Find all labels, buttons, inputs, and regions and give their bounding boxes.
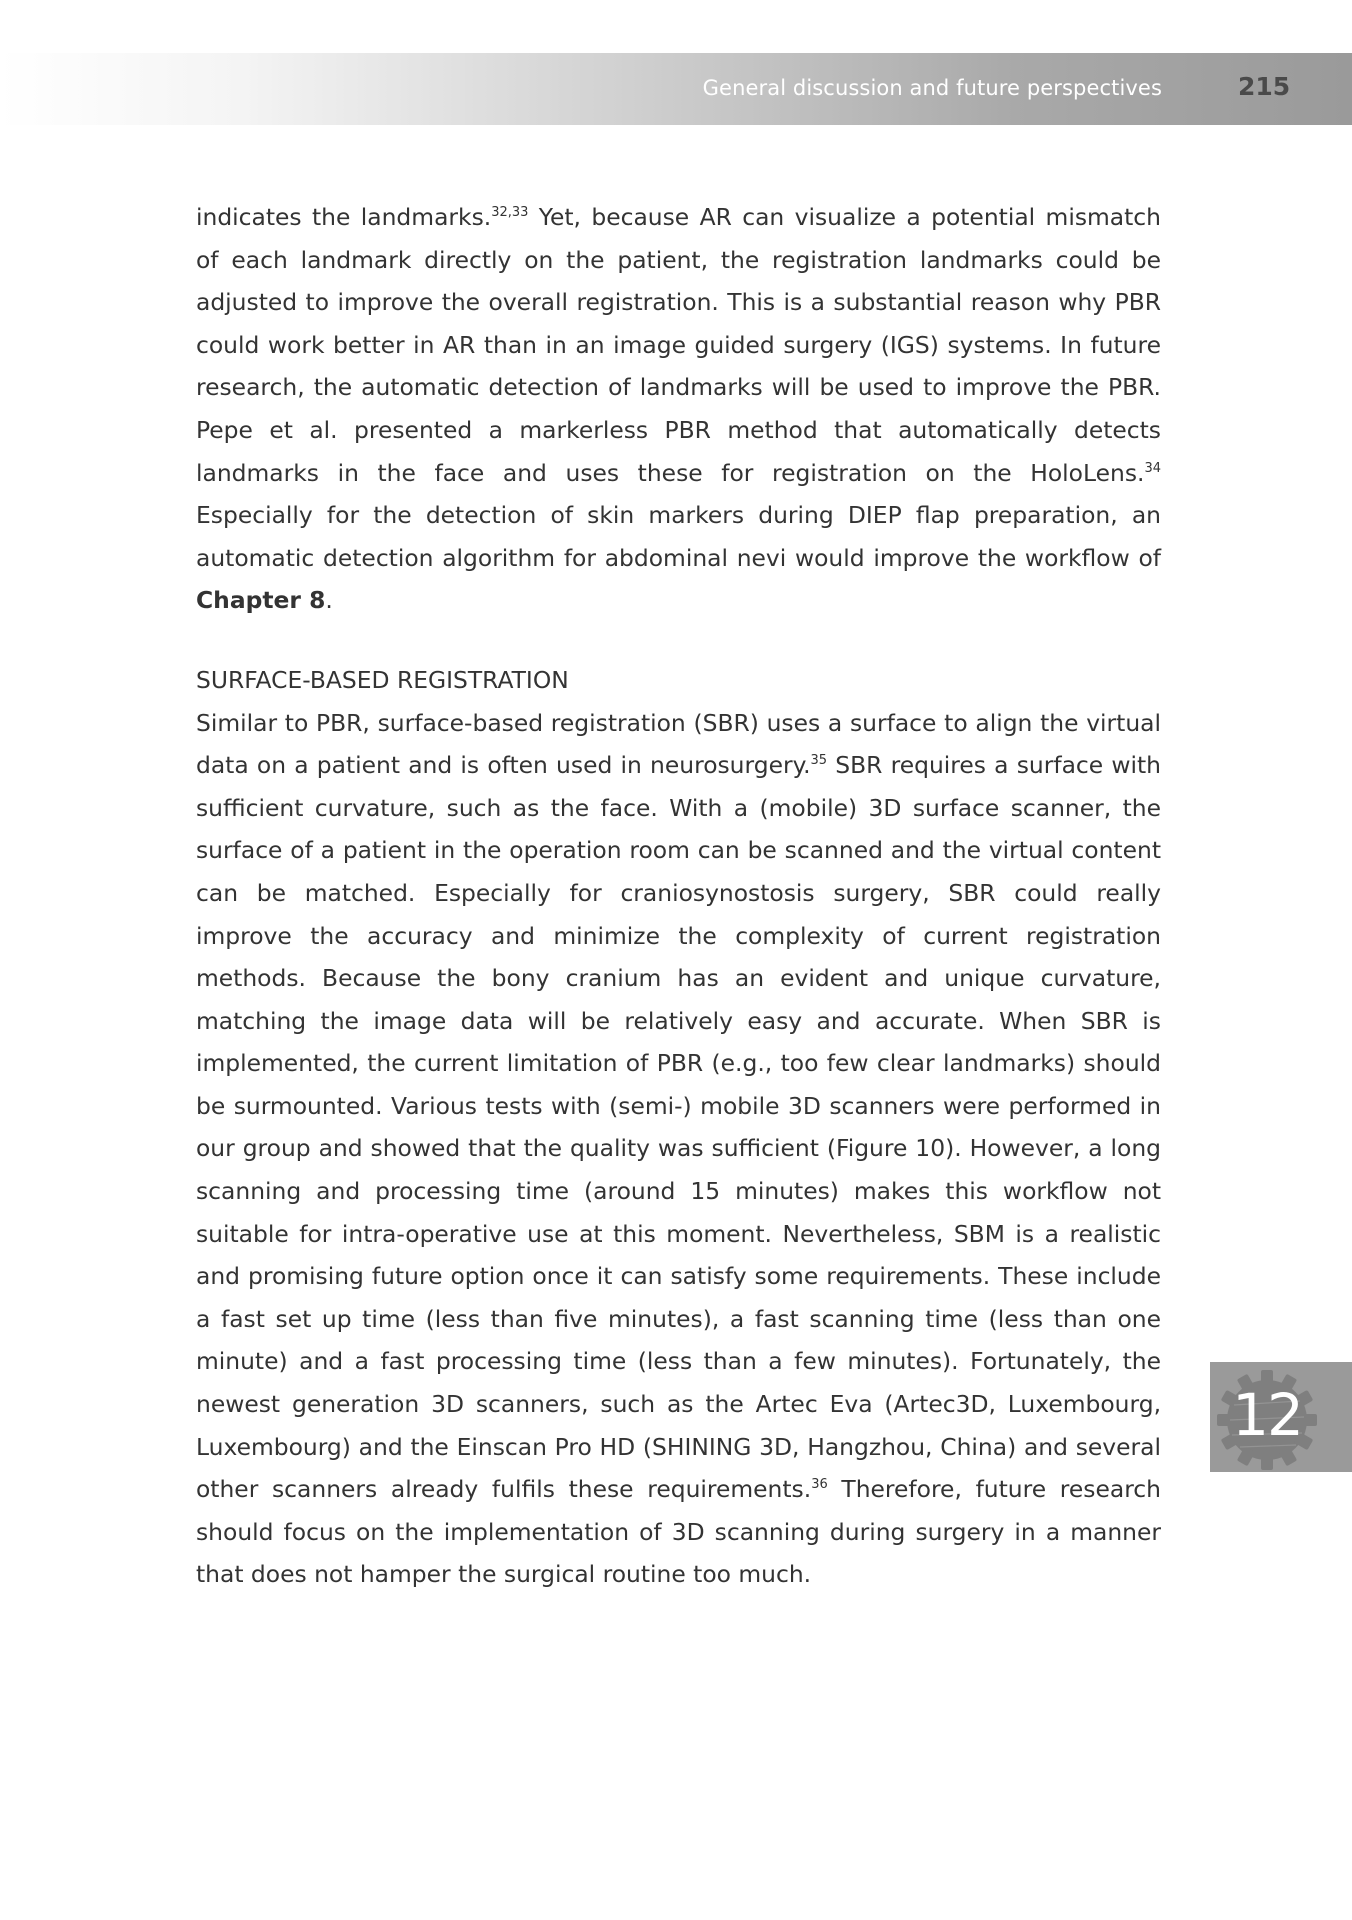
text-run: Yet, because AR can visualize a potential mismatch of each landmark directly on the patient, the registration landmarks could be adjusted to improve the overall registration. This is a substantial reason why PBR could work better in AR than in an image guided surgery (IGS) systems. In future research, the automatic detection of landmarks will be used to improve the PBR. Pepe et al. presented a markerless PBR method that automatically detects landmarks in the face and uses these for registration on the HoloLens. xyxy=(196,203,1161,487)
paragraph-landmarks xyxy=(196,196,1161,622)
text-run: indicates the landmarks. xyxy=(196,203,492,231)
chapter-number: 12 xyxy=(1232,1381,1302,1449)
text-run: . xyxy=(325,586,333,615)
text-run: Therefore, future research should focus on the implementation of 3D scanning during surgery in a manner that does not hamper the surgical routine too much. xyxy=(196,1475,1161,1589)
chapter-reference: Chapter 8 xyxy=(196,586,326,615)
page-number: 215 xyxy=(1238,72,1291,101)
citation-ref: 32,33 xyxy=(491,205,529,220)
text-run: SBR requires a surface with sufficient curvature, such as the face. With a (mobile) 3D surface scanner, the surface of a patient in the operation room can be scanned and the virtual content can be matched. Especially for craniosynostosis surgery, SBR could really improve the accuracy and minimize the complexity of current registration methods. Because the bony cranium has an evident and unique curvature, matching the image data will be relatively easy and accurate. When SBR is implemented, the current limitation of PBR (e.g., too few clear landmarks) should be surmounted. Various tests with (semi-) mobile 3D scanners were performed in our group and showed that the quality was sufficient (Figure 10). However, a long scanning and processing time (around 15 minutes) makes this workflow not suitable for intra-operative use at this moment. Nevertheless, SBM is a realistic and promising future option once it can satisfy some requirements. These include a fast set up time (less than five minutes), a fast scanning time (less than one minute) and a fast processing time (less than a few minutes). Fortunately, the newest generation 3D scanners, such as the Artec Eva (Artec3D, Luxembourg, Luxembourg) and the Einscan Pro HD (SHINING 3D, Hangzhou, China) and several other scanners already fulfils these requirements. xyxy=(196,751,1161,1504)
section-heading: SURFACE-BASED REGISTRATION xyxy=(196,665,569,694)
paragraph-sbr xyxy=(196,702,1161,1596)
running-title: General discussion and future perspectives xyxy=(702,76,1162,100)
citation-ref: 35 xyxy=(810,753,828,769)
text-run: Similar to PBR, surface-based registration (SBR) uses a surface to align the virtual data on a patient and is often used in neurosurgery. xyxy=(196,708,1161,780)
text-run: Especially for the detection of skin markers during DIEP flap preparation, an automatic detection algorithm for abdominal nevi would improve the workflow of xyxy=(196,501,1161,572)
citation-ref: 34 xyxy=(1144,460,1161,476)
citation-ref: 36 xyxy=(811,1477,828,1493)
main-text xyxy=(196,196,1161,1596)
